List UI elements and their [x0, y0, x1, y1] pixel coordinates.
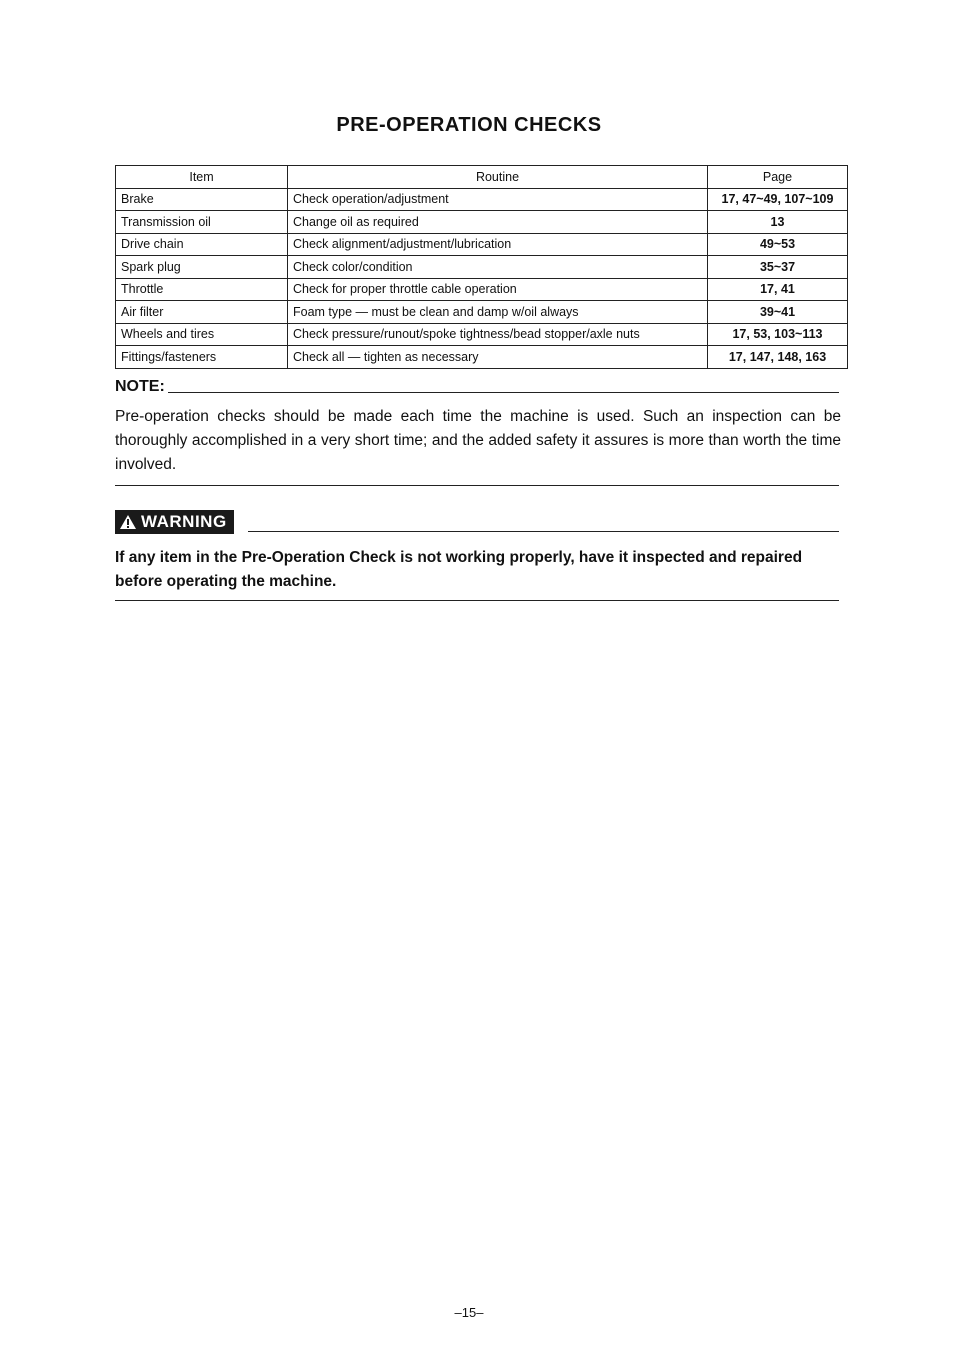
cell-item: Air filter [116, 301, 288, 324]
cell-routine: Check operation/adjustment [288, 188, 708, 211]
header-page: Page [708, 166, 848, 189]
table-row [116, 211, 848, 234]
cell-routine: Check pressure/runout/spoke tightness/bead stopper/axle nuts [288, 323, 708, 346]
note-rule [168, 392, 839, 393]
pre-operation-checks-table [115, 165, 848, 369]
cell-item: Wheels and tires [116, 323, 288, 346]
table-row [116, 278, 848, 301]
cell-routine: Check for proper throttle cable operation [288, 278, 708, 301]
table-row [116, 346, 848, 369]
note-text: Pre-operation checks should be made each time the machine is used. Such an inspection can be thoroughly accomplished in a very short time; and the added safety it assures is more than worth the time involved. [115, 408, 841, 473]
page-title: PRE-OPERATION CHECKS [336, 114, 602, 136]
cell-routine: Change oil as required [288, 211, 708, 234]
table-header-row [116, 166, 848, 189]
table-row [116, 301, 848, 324]
cell-item: Spark plug [116, 256, 288, 279]
cell-routine: Check color/condition [288, 256, 708, 279]
cell-page: 17, 53, 103~113 [708, 323, 848, 346]
cell-item: Fittings/fasteners [116, 346, 288, 369]
warning-header [115, 510, 839, 534]
cell-page: 39~41 [708, 301, 848, 324]
warning-label: WARNING [141, 512, 227, 531]
table-row [116, 256, 848, 279]
warning-rule [248, 531, 839, 532]
cell-item: Throttle [116, 278, 288, 301]
cell-routine: Check all — tighten as necessary [288, 346, 708, 369]
page-number: –15– [454, 1305, 484, 1320]
cell-page: 13 [708, 211, 848, 234]
cell-item: Brake [116, 188, 288, 211]
cell-page: 35~37 [708, 256, 848, 279]
note-header [115, 378, 839, 396]
note-end-rule [115, 485, 839, 486]
header-item: Item [116, 166, 288, 189]
cell-routine: Check alignment/adjustment/lubrication [288, 233, 708, 256]
cell-item: Transmission oil [116, 211, 288, 234]
cell-page: 49~53 [708, 233, 848, 256]
header-routine: Routine [288, 166, 708, 189]
cell-routine: Foam type — must be clean and damp w/oil always [288, 301, 708, 324]
warning-triangle-icon [119, 514, 137, 530]
warning-end-rule [115, 600, 839, 601]
cell-page: 17, 41 [708, 278, 848, 301]
table-row [116, 188, 848, 211]
note-label: NOTE: [115, 378, 165, 395]
cell-item: Drive chain [116, 233, 288, 256]
cell-page: 17, 47~49, 107~109 [708, 188, 848, 211]
table-row [116, 233, 848, 256]
warning-text: If any item in the Pre-Operation Check is not working properly, have it inspected and repaired before operating the machine. [115, 549, 803, 590]
cell-page: 17, 147, 148, 163 [708, 346, 848, 369]
table-row [116, 323, 848, 346]
warning-badge [115, 510, 234, 534]
